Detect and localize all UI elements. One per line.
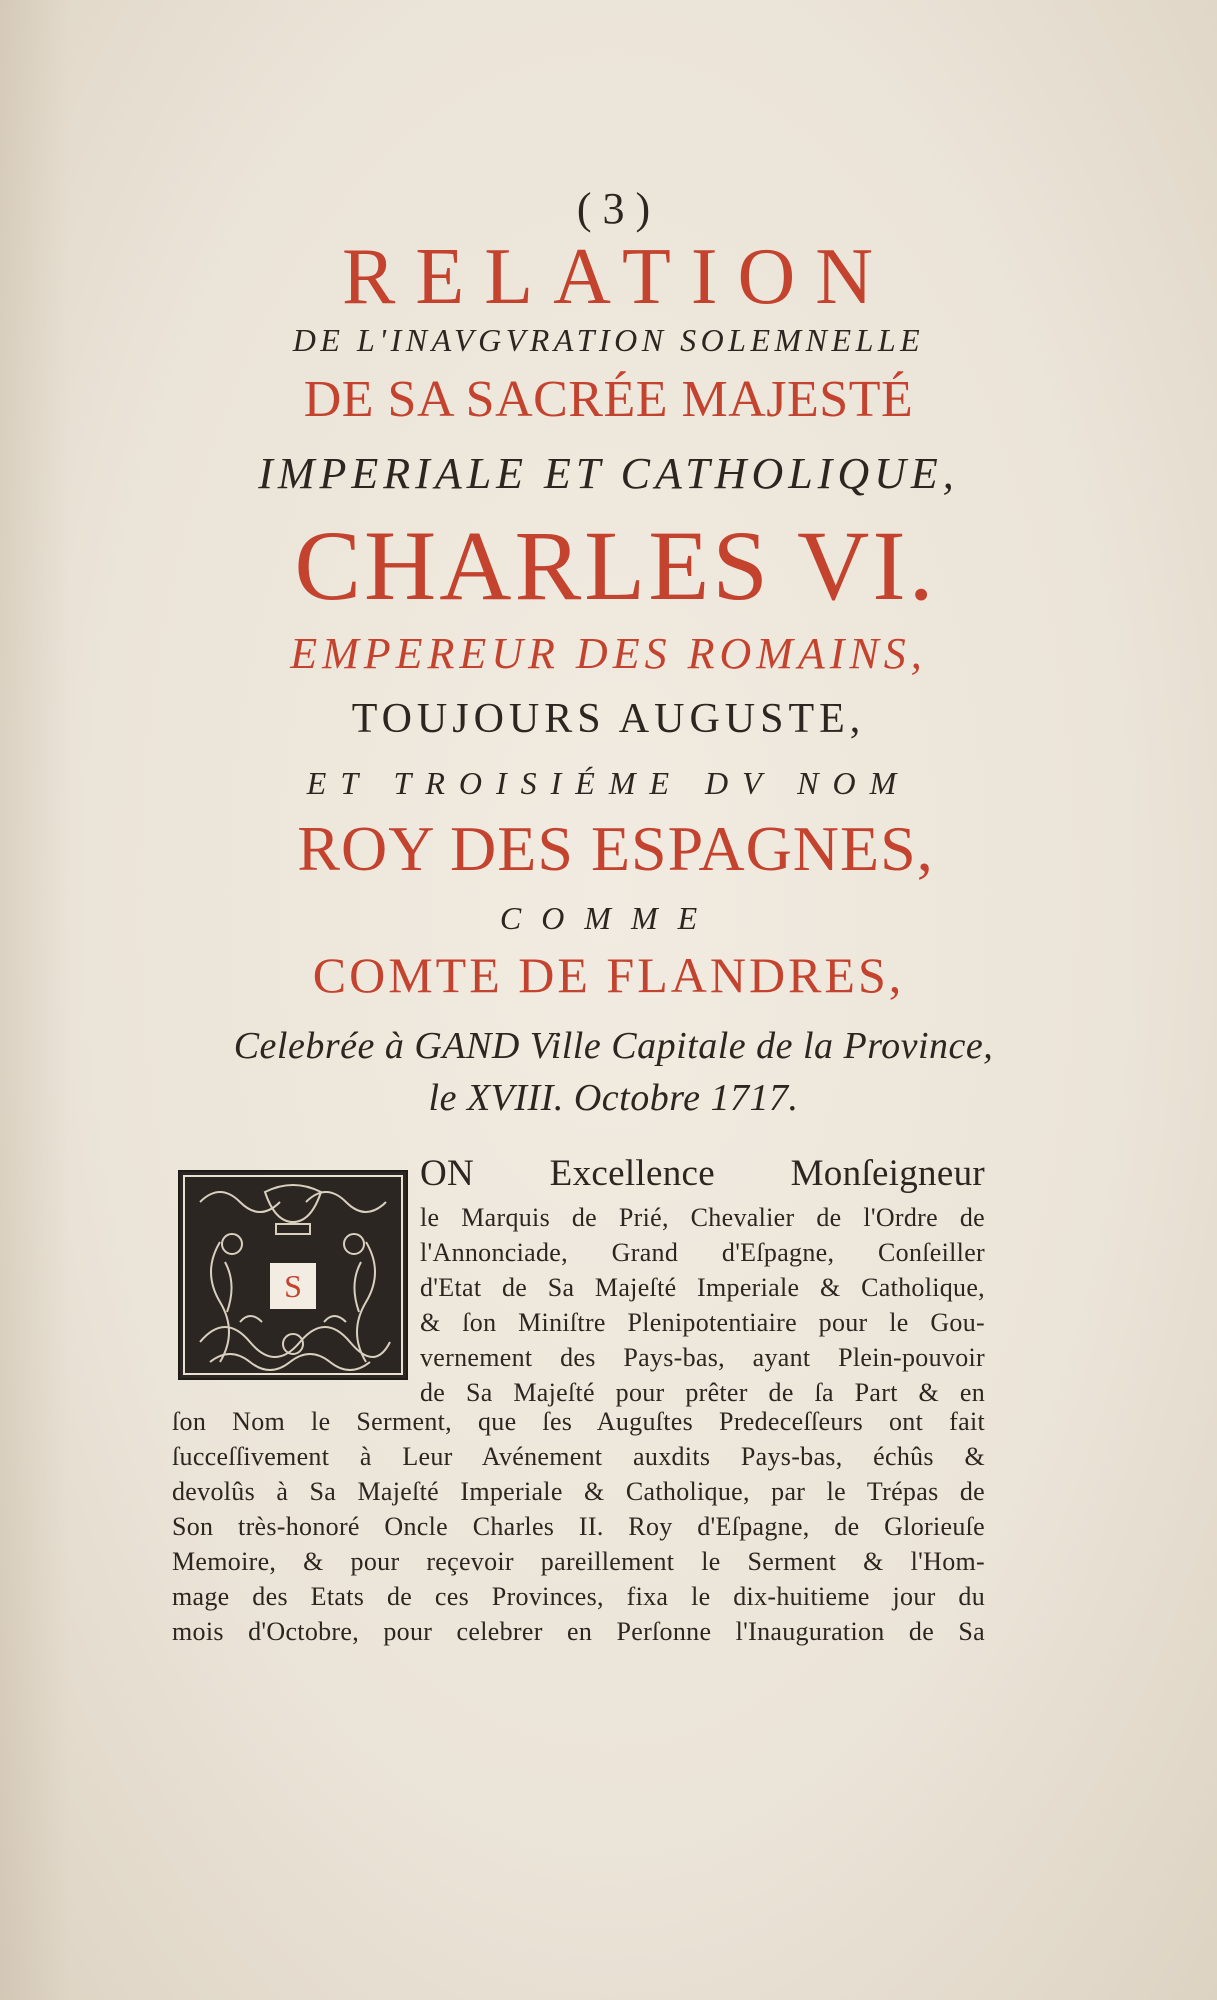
body-line: & ſon Miniſtre Plenipotentiaire pour le Gou- [420, 1308, 985, 1337]
body-paragraph-indented [420, 1148, 985, 1410]
title-roy-des-espagnes: ROY DES ESPAGNES, [297, 813, 934, 884]
body-line: Son très-honoré Oncle Charles II. Roy d'Eſpagne, de Glorieuſe [172, 1512, 985, 1541]
body-line: de Sa Majeſté pour prêter de ſa Part & en [420, 1378, 985, 1407]
title-empereur-des-romains: EMPEREUR DES ROMAINS, [290, 629, 927, 678]
drop-cap-letter: S [267, 1260, 319, 1312]
title-troisieme-du-nom: ET TROISIÉME DV NOM [306, 765, 911, 801]
title-charles-vi: CHARLES VI. [294, 510, 937, 621]
body-line: mois d'Octobre, pour celebrer en Perſonne l'Inauguration de Sa [172, 1617, 985, 1646]
body-line: l'Annonciade, Grand d'Eſpagne, Conſeiller [420, 1238, 985, 1267]
subtitle-date: le XVIII. Octobre 1717. [428, 1077, 799, 1119]
body-line: le Marquis de Prié, Chevalier de l'Ordre de [420, 1203, 985, 1232]
title-comme: COMME [499, 900, 718, 936]
body-line: ſucceſſivement à Leur Avénement auxdits Pays-bas, échûs & [172, 1442, 985, 1471]
title-sa-sacree-majeste: DE SA SACRÉE MAJESTÉ [303, 371, 914, 428]
body-paragraph-full [172, 1404, 985, 1649]
title-comte-de-flandres: COMTE DE FLANDRES, [312, 947, 905, 1003]
body-line: vernement des Pays-bas, ayant Plein-pouvoir [420, 1343, 985, 1372]
body-line: ON Excellence Monſeigneur [420, 1153, 985, 1194]
title-imperiale-catholique: IMPERIALE ET CATHOLIQUE, [258, 449, 959, 498]
subtitle-celebree-a-gand: Celebrée à GAND Ville Capitale de la Province, [233, 1025, 994, 1067]
title-relation: RELATION [341, 233, 894, 321]
body-line: Memoire, & pour reçevoir pareillement le Serment & l'Hom- [172, 1547, 985, 1576]
title-de-linauguration: DE L'INAVGVRATION SOLEMNELLE [292, 322, 925, 358]
body-line: devolûs à Sa Majeſté Imperiale & Catholique, par le Trépas de [172, 1477, 985, 1506]
drop-cap-initial [178, 1170, 408, 1380]
body-line: mage des Etats de ces Provinces, fixa le dix-huitieme jour du [172, 1582, 985, 1611]
page-number: ( 3 ) [576, 184, 651, 233]
body-line: d'Etat de Sa Majeſté Imperiale & Catholique, [420, 1273, 985, 1302]
body-line: ſon Nom le Serment, que ſes Auguſtes Predeceſſeurs ont fait [172, 1407, 985, 1436]
title-toujours-auguste: TOUJOURS AUGUSTE, [351, 696, 866, 742]
